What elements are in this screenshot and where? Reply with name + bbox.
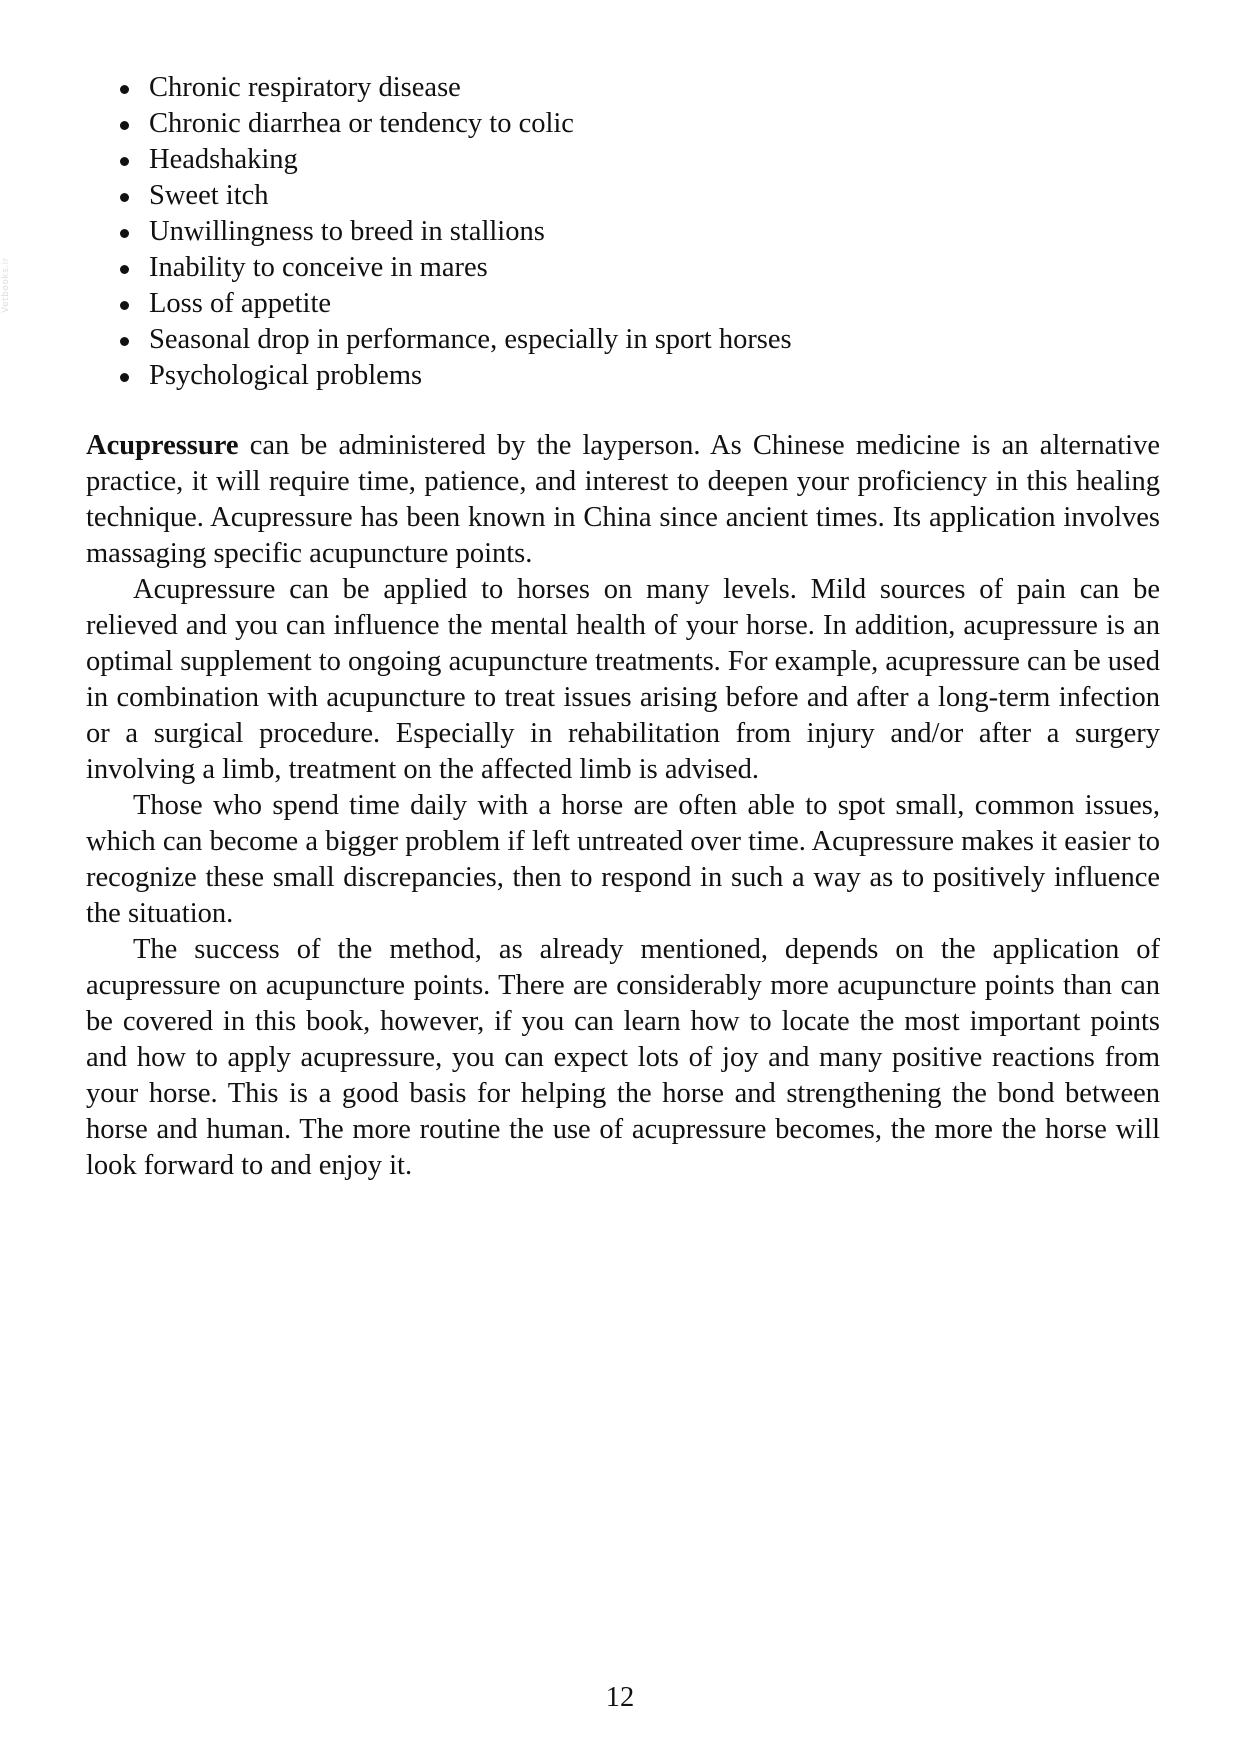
list-item [86, 250, 1160, 286]
bullet-icon [120, 337, 129, 346]
side-watermark: Vetbooks.ir [0, 257, 11, 313]
page-number: 12 [605, 1682, 635, 1713]
paragraph: Those who spend time daily with a horse are often able to spot small, common issues, which can become a bigger problem if left untreated over time. Acupressure makes it easier to recognize these small discrepancies, then to respond in such a way as to positively influence the situation. [86, 790, 1160, 929]
bullet-icon [120, 373, 129, 382]
list-item-text: Sweet itch [149, 180, 269, 211]
paragraph: Acupressure can be applied to horses on many levels. Mild sources of pain can be relieved and you can influence the mental health of your horse. In addition, acupressure is an optimal supplement to ongoing acupuncture treatments. For example, acupressure can be used in combination with acupuncture to treat issues arising before and after a long-term infection or a surgical procedure. Especially in rehabilitation from injury and/or after a surgery involving a limb, treatment on the affected limb is advised. [86, 574, 1160, 785]
list-item [86, 178, 1160, 214]
list-item-text: Seasonal drop in performance, especially in sport horses [149, 324, 792, 355]
list-item [86, 70, 1160, 106]
bullet-icon [120, 193, 129, 202]
list-item [86, 106, 1160, 142]
bullet-icon [120, 157, 129, 166]
list-item-text: Inability to conceive in mares [149, 252, 488, 283]
list-item [86, 358, 1160, 394]
bullet-icon [120, 301, 129, 310]
list-item-text: Headshaking [149, 144, 298, 175]
body-text [86, 428, 1160, 1184]
list-item [86, 322, 1160, 358]
intro-text: can be administered by the layperson. As Chinese medicine is an alternative practice, it will require time, patience, and interest to deepen your proficiency in this healing technique. Acupressure has been known in China since ancient times. Its application involves massaging specific acupuncture points. [86, 430, 1160, 569]
bullet-icon [120, 229, 129, 238]
list-item-text: Chronic respiratory disease [149, 72, 461, 103]
list-item [86, 142, 1160, 178]
list-item [86, 214, 1160, 250]
bullet-icon [120, 121, 129, 130]
list-item-text: Chronic diarrhea or tendency to colic [149, 108, 574, 139]
list-item-text: Psychological problems [149, 360, 423, 391]
condition-bullet-list [86, 70, 1160, 394]
intro-term: Acupressure [86, 430, 239, 461]
list-item-text: Unwillingness to breed in stallions [149, 216, 545, 247]
intro-paragraph [86, 428, 1160, 572]
bullet-icon [120, 265, 129, 274]
page-content [86, 70, 1160, 1184]
list-item [86, 286, 1160, 322]
list-item-text: Loss of appetite [149, 288, 332, 319]
paragraph: The success of the method, as already mentioned, depends on the application of acupressure on acupuncture points. There are considerably more acupuncture points than can be covered in this book, however, if you can learn how to locate the most important points and how to apply acupressure, you can expect lots of joy and many positive reactions from your horse. This is a good basis for helping the horse and strengthening the bond between horse and human. The more routine the use of acupressure becomes, the more the horse will look forward to and enjoy it. [86, 934, 1160, 1181]
bullet-icon [120, 85, 129, 94]
